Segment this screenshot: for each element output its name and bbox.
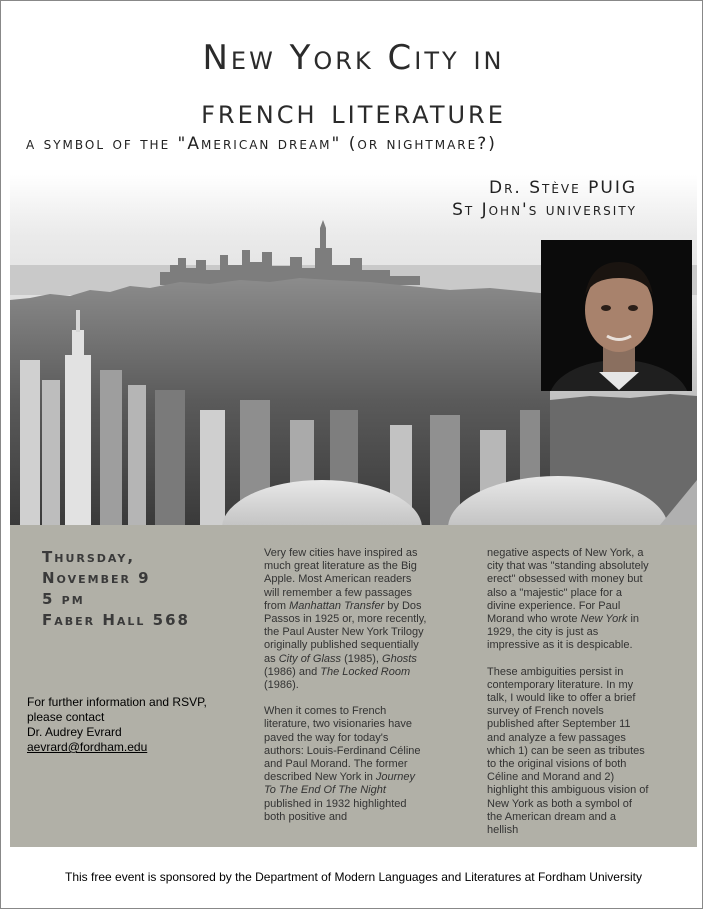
rsvp-contact-name: Dr. Audrey Evrard: [27, 725, 122, 739]
speaker-portrait: [541, 240, 692, 391]
event-date: November 9: [42, 569, 151, 587]
event-location: Faber Hall 568: [42, 611, 190, 629]
text-span: published in 1932 highlighted both positive and: [264, 797, 407, 823]
abstract-column-1: [264, 547, 427, 837]
poster-footer: [10, 847, 697, 905]
speaker-university: St John's university: [452, 200, 637, 220]
text-span: by Dos Passos in 1925 or, more recently, the Paul Auster New York Trilogy originally published sequentially as: [264, 599, 427, 665]
poster-title-line-1: New York City in: [202, 38, 505, 78]
speaker-portrait-image: [541, 240, 692, 391]
poster-subtitle: a symbol of the "American dream" (or nightmare?): [26, 134, 497, 154]
text-span: in 1929, the city is just as impressive as it is despicable.: [487, 613, 640, 652]
speaker-name: Dr. Stève PUIG: [488, 178, 637, 198]
event-info-section: [10, 525, 697, 847]
text-span: negative aspects of New York, a city that was "standing absolutely erect" obsessed with money but also a "majestic" place for a divine experience. For Paul Morand who wrote: [487, 547, 649, 626]
text-span: When it comes to French literature, two visionaries have paved the way for today's authors: Louis-Ferdinand Céline and Paul Morand. The former described New York in: [264, 705, 421, 784]
book-title: Ghosts: [382, 652, 417, 665]
abstract-paragraph: [264, 705, 427, 824]
abstract-paragraph: These ambiguities persist in contemporary literature. In my talk, I would like to offer a brief survey of French novels published after September 11 and analyze a few passages which 1) can be seen as tributes to the original visions of both Céline and Morand and 2) highlight this ambiguous vision of New York as both a symbol of the American dream and a hellish: [487, 665, 649, 837]
abstract-paragraph: [487, 547, 650, 653]
rsvp-email-link[interactable]: aevrard@fordham.edu: [27, 740, 148, 754]
book-title: The Locked Room: [320, 665, 411, 678]
abstract-paragraph: [264, 547, 427, 692]
text-span: (1985),: [341, 652, 383, 665]
rsvp-line-2: please contact: [27, 710, 105, 724]
text-span: (1986) and: [264, 665, 321, 678]
text-span: (1986).: [264, 679, 299, 692]
event-time: 5 pm: [42, 590, 85, 608]
event-day: Thursday,: [42, 548, 136, 566]
book-title: City of Glass: [278, 652, 342, 665]
book-title: Journey To The End Of The Night: [264, 771, 416, 797]
text-span: Very few cities have inspired as much great literature as the Big Apple. Most American readers will remember a few passages from: [264, 547, 418, 612]
rsvp-line-1: For further information and RSVP,: [27, 695, 207, 709]
event-details: [42, 547, 190, 631]
book-title: Manhattan Transfer: [289, 599, 385, 612]
abstract-column-2: [487, 547, 650, 850]
poster-title-line-2: french literature: [201, 92, 506, 132]
sponsor-statement: This free event is sponsored by the Department of Modern Languages and Literatures at Fordham University: [65, 870, 642, 884]
book-title: New York: [580, 613, 628, 626]
rsvp-block: [27, 695, 247, 755]
